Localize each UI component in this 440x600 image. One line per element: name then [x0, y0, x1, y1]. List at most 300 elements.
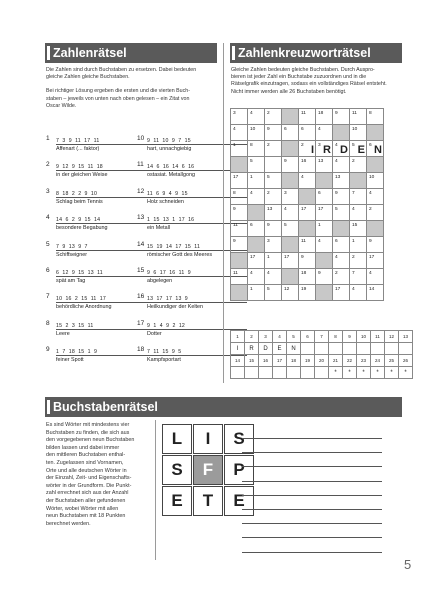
- grid-cell[interactable]: [367, 205, 384, 221]
- clue-number: 5: [46, 240, 50, 248]
- cell-number: 2: [301, 143, 304, 148]
- answer-line[interactable]: [147, 302, 247, 303]
- clue-hint: Leere: [56, 330, 70, 337]
- key-number: 9: [343, 331, 357, 343]
- clue-hint: Kampfsportart: [147, 357, 181, 364]
- grid-cell[interactable]: [350, 269, 367, 285]
- grid-cell[interactable]: [333, 205, 350, 221]
- grid-cell[interactable]: [367, 253, 384, 269]
- cell-number: 2: [352, 159, 355, 164]
- answer-line[interactable]: [242, 552, 382, 553]
- grid-cell[interactable]: [350, 141, 367, 157]
- letter-tile: S: [162, 455, 192, 485]
- cell-number: 4: [250, 111, 253, 116]
- grid-cell[interactable]: [316, 253, 333, 269]
- grid-cell[interactable]: [316, 109, 333, 125]
- cell-number: 2: [267, 143, 270, 148]
- grid-cell[interactable]: [350, 189, 367, 205]
- grid-cell[interactable]: [231, 157, 248, 173]
- grid-cell[interactable]: [316, 221, 333, 237]
- cell-number: 17: [250, 255, 256, 260]
- zahlenkreuz-header: [230, 43, 402, 63]
- grid-cell[interactable]: [248, 157, 265, 173]
- grid-cell[interactable]: [248, 253, 265, 269]
- key-number: 16: [259, 355, 273, 367]
- intro-line: der Einzahl, Zeit- und Eigenschafts-: [46, 475, 132, 482]
- key-letter[interactable]: [399, 343, 413, 355]
- key-letter[interactable]: [343, 343, 357, 355]
- key-letter[interactable]: *: [343, 367, 357, 379]
- grid-cell[interactable]: [299, 157, 316, 173]
- grid-cell[interactable]: [231, 221, 248, 237]
- answer-line[interactable]: [242, 495, 382, 496]
- cell-number: 14: [369, 287, 375, 292]
- clue-number: 4: [46, 214, 50, 222]
- grid-cell[interactable]: [265, 253, 282, 269]
- cell-number: 3: [233, 111, 236, 116]
- key-letter[interactable]: [315, 343, 329, 355]
- key-letter[interactable]: [259, 367, 273, 379]
- grid-cell[interactable]: [231, 253, 248, 269]
- cell-number: 5: [284, 223, 287, 228]
- cell-number: 7: [352, 191, 355, 196]
- clue-hint: in der gleichen Weise: [56, 172, 108, 179]
- clue-code: 9 11 10 9 7 15: [147, 138, 191, 144]
- grid-cell[interactable]: [282, 125, 299, 141]
- buchstaben-title: Buchstabenrätsel: [53, 400, 158, 414]
- key-letter[interactable]: [231, 367, 245, 379]
- clue-number: 10: [137, 135, 145, 142]
- cell-number: 19: [301, 287, 307, 292]
- grid-cell[interactable]: [248, 173, 265, 189]
- answer-line[interactable]: [56, 197, 156, 198]
- clue-code: 13 17 17 13 9: [147, 296, 188, 303]
- key-number: 20: [315, 355, 329, 367]
- clue-code: 9 6 17 16 11 9: [147, 270, 191, 276]
- clue-hint: ein Metall: [147, 225, 171, 232]
- grid-cell[interactable]: [265, 157, 282, 173]
- grid-cell[interactable]: [299, 173, 316, 189]
- clue-number: 1: [46, 135, 50, 142]
- cell-number: 4: [369, 271, 372, 276]
- grid-cell[interactable]: [333, 125, 350, 141]
- grid-cell[interactable]: [231, 237, 248, 253]
- cell-number: 4: [250, 191, 253, 196]
- grid-cell[interactable]: [265, 141, 282, 157]
- answer-line[interactable]: [56, 276, 156, 277]
- cell-number: 10: [369, 175, 375, 180]
- cell-number: 9: [233, 239, 236, 244]
- letter-tile: F: [193, 455, 223, 485]
- clue-code: 7 3 9 11 17 11: [56, 138, 100, 144]
- grid-cell[interactable]: [282, 157, 299, 173]
- answer-line[interactable]: [56, 302, 156, 303]
- clue-code: 1 7 18 15 1 9: [56, 349, 98, 356]
- cell-number: 5: [352, 143, 355, 148]
- grid-cell[interactable]: [231, 173, 248, 189]
- grid-cell[interactable]: [282, 205, 299, 221]
- key-letter[interactable]: [301, 343, 315, 355]
- cell-number: 17: [284, 255, 290, 260]
- intro-line: neun Buchstaben mit 18 Punkten: [46, 513, 126, 520]
- key-letter[interactable]: *: [371, 367, 385, 379]
- grid-cell[interactable]: [333, 157, 350, 173]
- grid-cell[interactable]: [367, 189, 384, 205]
- grid-cell[interactable]: [248, 237, 265, 253]
- clue-number: 15: [137, 267, 145, 274]
- grid-cell[interactable]: [299, 237, 316, 253]
- grid-cell[interactable]: [231, 189, 248, 205]
- cell-number: 3: [267, 239, 270, 244]
- cell-number: 9: [335, 191, 338, 196]
- grid-cell[interactable]: [299, 109, 316, 125]
- cell-number: 9: [284, 159, 287, 164]
- grid-cell[interactable]: [333, 237, 350, 253]
- grid-cell[interactable]: [282, 253, 299, 269]
- cell-number: 4: [284, 207, 287, 212]
- cell-number: 2: [267, 191, 270, 196]
- grid-cell[interactable]: [231, 269, 248, 285]
- key-letter[interactable]: *: [385, 367, 399, 379]
- key-letter[interactable]: [245, 367, 259, 379]
- grid-cell[interactable]: [282, 269, 299, 285]
- clue-code: 15 19 14 17 15 11: [147, 243, 201, 250]
- grid-cell[interactable]: [299, 221, 316, 237]
- cell-number: 5: [335, 207, 338, 212]
- grid-cell[interactable]: [248, 189, 265, 205]
- key-letter[interactable]: *: [329, 367, 343, 379]
- grid-cell[interactable]: [316, 205, 333, 221]
- key-letter[interactable]: [357, 343, 371, 355]
- cell-number: 17: [318, 207, 324, 212]
- answer-line[interactable]: [56, 144, 156, 145]
- clue-hint: abgelegen: [147, 278, 173, 284]
- key-letter[interactable]: [385, 343, 399, 355]
- key-number: 15: [245, 355, 259, 367]
- letter-tile: L: [162, 424, 192, 454]
- grid-cell[interactable]: [333, 141, 350, 157]
- key-number: 26: [399, 355, 413, 367]
- key-letter[interactable]: [301, 367, 315, 379]
- grid-cell[interactable]: [316, 173, 333, 189]
- clue-hint: behördliche Anordnung: [56, 304, 112, 311]
- grid-cell[interactable]: [282, 173, 299, 189]
- key-letter[interactable]: I: [231, 343, 245, 355]
- cell-number: 11: [352, 111, 357, 116]
- answer-line[interactable]: [242, 452, 382, 453]
- grid-cell[interactable]: [265, 269, 282, 285]
- key-number: 2: [245, 331, 259, 343]
- cell-letter: R: [323, 144, 331, 156]
- grid-cell[interactable]: [333, 269, 350, 285]
- answer-line[interactable]: [56, 355, 156, 356]
- cell-number: 1: [318, 223, 321, 228]
- cell-number: 17: [233, 175, 239, 180]
- cell-number: 6: [369, 143, 372, 148]
- key-letter[interactable]: *: [357, 367, 371, 379]
- cell-number: 4: [352, 207, 355, 212]
- answer-line[interactable]: [242, 523, 382, 524]
- clue-number: 18: [137, 346, 145, 354]
- clue-number: 9: [46, 346, 50, 354]
- key-letter[interactable]: *: [399, 367, 413, 379]
- key-number: 17: [273, 355, 287, 367]
- cell-number: 4: [250, 271, 253, 276]
- key-letter[interactable]: R: [245, 343, 259, 355]
- grid-cell[interactable]: [350, 237, 367, 253]
- cell-number: 10: [250, 127, 256, 132]
- letter-tile: E: [162, 486, 192, 516]
- answer-line[interactable]: [242, 509, 382, 510]
- intro-line: den mittleren Buchstaben enthal-: [46, 452, 126, 459]
- clue-hint: römischer Gott des Meeres: [147, 251, 213, 258]
- answer-line[interactable]: [242, 481, 382, 482]
- key-letter[interactable]: [371, 343, 385, 355]
- grid-cell[interactable]: [299, 285, 316, 301]
- grid-cell[interactable]: [299, 205, 316, 221]
- clue-number: 12: [137, 187, 145, 195]
- clue-number: 6: [46, 267, 50, 274]
- clue-hint: Affenart (... faktor): [56, 146, 100, 152]
- intro-line: wörter in der Grundform. Die Punkt-: [46, 482, 132, 489]
- grid-cell[interactable]: [367, 157, 384, 173]
- grid-cell[interactable]: [265, 125, 282, 141]
- clue-hint: Schiffseigner: [56, 251, 88, 258]
- grid-cell[interactable]: [299, 253, 316, 269]
- grid-cell[interactable]: [248, 125, 265, 141]
- grid-cell[interactable]: [282, 221, 299, 237]
- clue-code: 9 12 9 15 11 18: [56, 164, 103, 171]
- letter-tile: I: [193, 424, 223, 454]
- answer-line[interactable]: [242, 438, 382, 439]
- grid-cell[interactable]: [367, 109, 384, 125]
- letter-tile: E: [224, 486, 254, 516]
- key-letter[interactable]: N: [287, 343, 301, 355]
- grid-cell[interactable]: [316, 269, 333, 285]
- intro-line: Orte und alle deutschen Wörter in: [46, 467, 127, 474]
- cell-number: 15: [352, 223, 358, 228]
- cell-number: 9: [369, 239, 372, 244]
- letter-tile: S: [224, 424, 254, 454]
- key-letter[interactable]: E: [273, 343, 287, 355]
- grid-cell[interactable]: [333, 173, 350, 189]
- grid-cell[interactable]: [333, 253, 350, 269]
- clue-number: 2: [46, 161, 50, 169]
- clue-code: 11 6 9 4 9 15: [147, 190, 188, 197]
- answer-line[interactable]: [242, 537, 382, 538]
- header-accent: [47, 46, 50, 60]
- cell-number: 11: [233, 223, 238, 228]
- answer-line[interactable]: [56, 329, 156, 330]
- grid-cell[interactable]: [350, 173, 367, 189]
- grid-cell[interactable]: [367, 269, 384, 285]
- cell-number: 4: [318, 239, 321, 244]
- clue-code: 6 12 9 15 13 11: [56, 270, 103, 276]
- column-divider: [223, 43, 224, 383]
- grid-cell[interactable]: [333, 285, 350, 301]
- grid-cell[interactable]: [248, 109, 265, 125]
- grid-cell[interactable]: [282, 237, 299, 253]
- cell-number: 6: [301, 127, 304, 132]
- key-letter[interactable]: [287, 367, 301, 379]
- grid-cell[interactable]: [316, 157, 333, 173]
- cell-number: 1: [233, 143, 236, 148]
- cell-number: 13: [318, 159, 324, 164]
- grid-cell[interactable]: [282, 141, 299, 157]
- grid-cell[interactable]: [265, 221, 282, 237]
- cell-number: 4: [335, 143, 338, 148]
- intro-line: Wörter, wobei Wörter mit allen: [46, 505, 119, 512]
- grid-cell[interactable]: [248, 269, 265, 285]
- cell-number: 3: [284, 191, 287, 196]
- grid-cell[interactable]: [350, 157, 367, 173]
- grid-cell[interactable]: [316, 189, 333, 205]
- grid-cell[interactable]: [367, 141, 384, 157]
- cell-number: 1: [267, 255, 270, 260]
- grid-cell[interactable]: [350, 221, 367, 237]
- grid-cell[interactable]: [333, 109, 350, 125]
- key-number: 19: [301, 355, 315, 367]
- clue-number: 11: [137, 161, 144, 169]
- clue-number: 16: [137, 293, 145, 301]
- grid-cell[interactable]: [231, 109, 248, 125]
- grid-cell[interactable]: [333, 221, 350, 237]
- grid-cell[interactable]: [282, 189, 299, 205]
- grid-cell[interactable]: [265, 173, 282, 189]
- key-number: 11: [371, 331, 385, 343]
- grid-cell[interactable]: [316, 237, 333, 253]
- grid-cell[interactable]: [265, 237, 282, 253]
- grid-cell[interactable]: [231, 285, 248, 301]
- cell-number: 12: [284, 287, 290, 292]
- cell-number: 18: [301, 271, 307, 276]
- grid-cell[interactable]: [367, 173, 384, 189]
- grid-cell[interactable]: [299, 125, 316, 141]
- cell-number: 16: [301, 159, 307, 164]
- grid-cell[interactable]: [333, 189, 350, 205]
- grid-cell[interactable]: [248, 141, 265, 157]
- zahlenkreuz-title: Zahlenkreuzworträtsel: [238, 46, 371, 60]
- buchstaben-header: [45, 397, 402, 417]
- grid-cell[interactable]: [316, 141, 333, 157]
- grid-cell[interactable]: [265, 205, 282, 221]
- key-number: 8: [329, 331, 343, 343]
- grid-cell[interactable]: [367, 237, 384, 253]
- grid-cell[interactable]: [282, 109, 299, 125]
- grid-cell[interactable]: [299, 141, 316, 157]
- grid-cell[interactable]: [282, 285, 299, 301]
- intro-line: Buchstaben zu finden, die sich aus: [46, 429, 130, 436]
- clue-code: 7 9 13 9 7: [56, 243, 88, 250]
- grid-cell[interactable]: [265, 189, 282, 205]
- answer-line[interactable]: [56, 170, 156, 171]
- answer-line[interactable]: [56, 223, 156, 224]
- key-number: 7: [315, 331, 329, 343]
- key-number: 24: [371, 355, 385, 367]
- answer-line[interactable]: [56, 250, 156, 251]
- intro-line: zahl errechnet sich aus der Anzahl: [46, 490, 129, 497]
- intro-line: Oscar Wilde.: [46, 102, 77, 109]
- cell-number: 17: [301, 207, 307, 212]
- grid-cell[interactable]: [316, 125, 333, 141]
- key-letter[interactable]: [315, 367, 329, 379]
- intro-line: Gleiche Zahlen bedeuten gleiche Buchstaben. Durch Auspro-: [231, 67, 375, 73]
- grid-cell[interactable]: [350, 205, 367, 221]
- zahlenkreuz-intro: [231, 67, 403, 96]
- intro-line: Es sind Wörter mit mindestens vier: [46, 422, 130, 428]
- grid-cell[interactable]: [231, 141, 248, 157]
- cell-number: 6: [335, 239, 338, 244]
- key-letter[interactable]: [273, 367, 287, 379]
- cell-number: 5: [267, 287, 270, 292]
- cell-number: 9: [267, 127, 270, 132]
- clue-hint: Dotter: [147, 330, 162, 337]
- number-letter-key: [230, 330, 413, 379]
- grid-cell[interactable]: [299, 189, 316, 205]
- grid-cell[interactable]: [248, 285, 265, 301]
- grid-cell[interactable]: [350, 109, 367, 125]
- grid-cell[interactable]: [350, 285, 367, 301]
- cell-number: 6: [318, 191, 321, 196]
- cell-number: 1: [250, 287, 253, 292]
- clue-code: 1 15 13 1 17 16: [147, 217, 195, 224]
- grid-cell[interactable]: [231, 205, 248, 221]
- grid-cell[interactable]: [367, 125, 384, 141]
- cell-number: 2: [369, 207, 372, 212]
- grid-cell[interactable]: [367, 285, 384, 301]
- key-number: 14: [231, 355, 245, 367]
- clue-number: 17: [137, 319, 145, 327]
- key-letter[interactable]: D: [259, 343, 273, 355]
- grid-cell[interactable]: [265, 109, 282, 125]
- intro-line: bilden lassen und dabei immer: [46, 444, 120, 451]
- grid-cell[interactable]: [367, 221, 384, 237]
- cell-number: 4: [335, 159, 338, 164]
- grid-cell[interactable]: [265, 285, 282, 301]
- cell-number: 13: [267, 207, 273, 212]
- clue-number: 8: [46, 319, 50, 327]
- zahlenraetsel-title: Zahlenrätsel: [53, 46, 127, 60]
- key-number: 21: [329, 355, 343, 367]
- intro-line: gleiche Zahlen gleiche Buchstaben.: [46, 74, 130, 81]
- zahlenraetsel-header: [45, 43, 217, 63]
- cell-number: 11: [301, 111, 306, 116]
- intro-line: der Buchstaben aller gefundenen: [46, 497, 126, 504]
- cell-number: 4: [369, 191, 372, 196]
- cell-number: 4: [352, 287, 355, 292]
- grid-cell[interactable]: [231, 125, 248, 141]
- grid-cell[interactable]: [248, 205, 265, 221]
- cell-number: 11: [233, 271, 238, 276]
- answer-line[interactable]: [242, 466, 382, 467]
- key-letter[interactable]: [329, 343, 343, 355]
- cell-number: 5: [250, 159, 253, 164]
- box-divider: [155, 420, 156, 560]
- grid-cell[interactable]: [350, 125, 367, 141]
- key-number: 22: [343, 355, 357, 367]
- intro-line: Nicht immer werden alle 26 Buchstaben benötigt.: [231, 88, 347, 95]
- grid-cell[interactable]: [248, 221, 265, 237]
- clue-hint: spät am Tag: [56, 278, 86, 284]
- cell-number: 6: [284, 127, 287, 132]
- key-number: 5: [287, 331, 301, 343]
- grid-cell[interactable]: [350, 253, 367, 269]
- clue-hint: Heilkundiger der Kelten: [147, 304, 204, 311]
- intro-line: Die Zahlen sind durch Buchstaben zu ersetzen. Dabei bedeuten: [46, 67, 197, 73]
- grid-cell[interactable]: [299, 269, 316, 285]
- grid-cell[interactable]: [316, 285, 333, 301]
- cell-number: 4: [335, 255, 338, 260]
